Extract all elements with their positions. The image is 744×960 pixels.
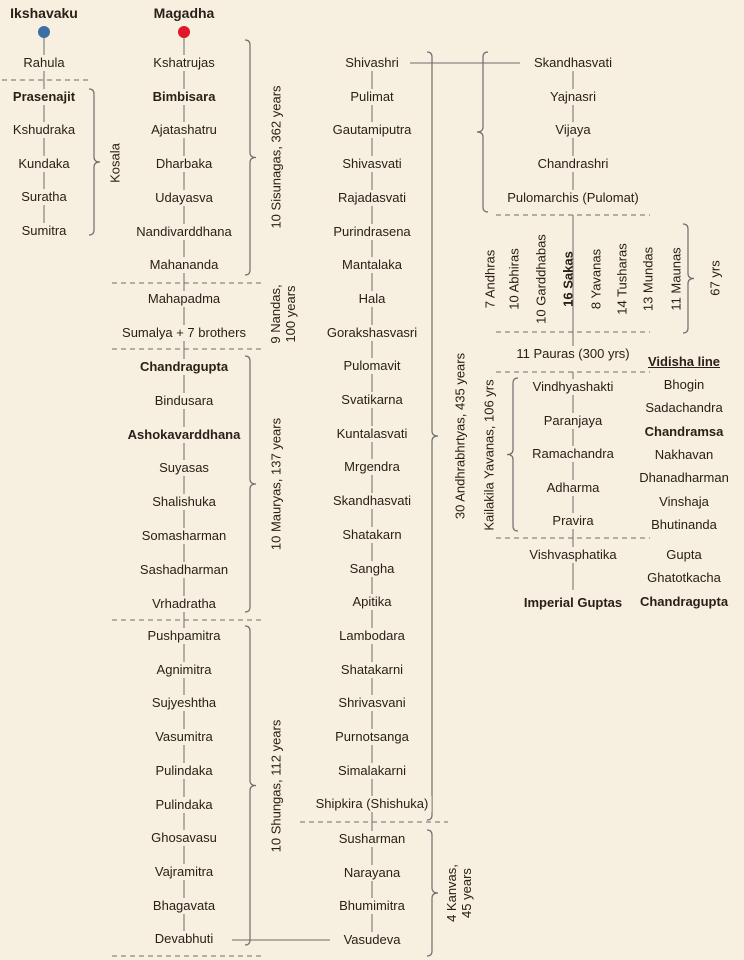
ikshavaku-name: Rahula: [20, 55, 67, 71]
sisunaga-name: Dharbaka: [153, 156, 215, 172]
maurya-name: Somasharman: [139, 528, 230, 544]
right-line-name: Yajnasri: [547, 89, 599, 105]
ikshavaku-name: Suratha: [18, 189, 70, 205]
shunga-name: Bhagavata: [150, 898, 218, 914]
shunga-name: Devabhuti: [152, 931, 217, 947]
andhra-name: Sangha: [347, 561, 398, 577]
shunga-name: Ghosavasu: [148, 830, 220, 846]
andhra-name: Rajadasvati: [335, 190, 409, 206]
yavana-name: Paranjaya: [541, 413, 606, 429]
ikshavaku-header: Ikshavaku: [7, 5, 81, 21]
right-line-name: Vijaya: [552, 122, 593, 138]
sisunaga-name: Nandivarddhana: [133, 224, 234, 240]
dynasties-years-label: 67 yrs: [707, 260, 723, 296]
andhra-name: Mrgendra: [341, 459, 403, 475]
sisunaga-name: Udayasva: [152, 190, 216, 206]
vidisha-name: Bhutinanda: [648, 517, 720, 533]
shungas-label: 10 Shungas, 112 years: [268, 719, 284, 853]
dynasties-bracket: [683, 224, 694, 333]
dynasty-label: 8 Yavanas: [588, 248, 604, 310]
gupta-name: Chandragupta: [637, 594, 731, 610]
andhra-name: Shipkira (Shishuka): [313, 796, 432, 812]
andhra-name: Shatakarni: [338, 662, 406, 678]
vidisha-name: Vinshaja: [656, 494, 712, 510]
andhras-label: 30 Andhrabhrtyas, 435 years: [452, 352, 468, 520]
kosala-bracket: [89, 89, 100, 235]
maurya-name: Chandragupta: [137, 359, 231, 375]
vishvasphatika-name: Vishvasphatika: [526, 547, 619, 563]
ikshavaku-name: Kshudraka: [10, 122, 78, 138]
yavana-name: Ramachandra: [529, 446, 617, 462]
shunga-name: Vajramitra: [152, 864, 216, 880]
kanva-name: Susharman: [336, 831, 408, 847]
vidisha-name: Chandramsa: [642, 424, 727, 440]
dynasty-label: 11 Maunas: [668, 247, 684, 311]
maurya-name: Vrhadratha: [149, 596, 219, 612]
shunga-name: Pulindaka: [152, 763, 215, 779]
imperial-guptas-label: Imperial Guptas: [521, 595, 625, 611]
andhra-name: Shatakarn: [339, 527, 404, 543]
vidisha-name: Sadachandra: [642, 400, 725, 416]
vidisha-name: Dhanadharman: [636, 470, 732, 486]
sisunagas-label: 10 Sisunagas, 362 years: [268, 85, 284, 229]
ikshavaku-name: Sumitra: [19, 223, 70, 239]
kosala-label: Kosala: [107, 143, 123, 183]
magadha-dot: [178, 26, 190, 38]
ikshavaku-dot: [38, 26, 50, 38]
shungas-bracket: [245, 626, 256, 945]
andhra-name: Mantalaka: [339, 257, 405, 273]
maurya-name: Shalishuka: [149, 494, 219, 510]
andhra-name: Gorakshasvasri: [324, 325, 420, 341]
kanva-name: Vasudeva: [341, 932, 404, 948]
nanda-name: Sumalya + 7 brothers: [119, 325, 249, 341]
gupta-name: Ghatotkacha: [644, 570, 724, 586]
sisunaga-name: Mahananda: [147, 257, 222, 273]
vidisha-name: Nakhavan: [652, 447, 717, 463]
andhra-name: Simalakarni: [335, 763, 409, 779]
dynasty-label: 10 Abhiras: [506, 248, 522, 310]
andhra-name: Shrivasvani: [335, 695, 408, 711]
sisunaga-name: Kshatrujas: [150, 55, 217, 71]
yavana-name: Pravira: [549, 513, 596, 529]
sisunagas-bracket: [245, 40, 256, 275]
andhra-name: Hala: [356, 291, 389, 307]
yavanas-bracket: [507, 378, 518, 531]
shunga-name: Pulindaka: [152, 797, 215, 813]
yavanas-label: Kailakila Yavanas, 106 yrs: [481, 379, 497, 531]
right-line-name: Skandhasvati: [531, 55, 615, 71]
maurya-name: Sashadharman: [137, 562, 231, 578]
right-line-name: Chandrashri: [535, 156, 612, 172]
kanvas-label: 4 Kanvas, 45 years: [444, 864, 474, 922]
right-line-bracket: [477, 52, 488, 212]
mauryas-bracket: [245, 356, 256, 612]
andhra-name: Shivashri: [342, 55, 401, 71]
ikshavaku-name: Kundaka: [15, 156, 72, 172]
andhra-name: Kuntalasvati: [334, 426, 411, 442]
kanvas-bracket: [427, 830, 438, 956]
andhra-name: Pulimat: [347, 89, 396, 105]
andhra-name: Skandhasvati: [330, 493, 414, 509]
andhra-name: Pulomavit: [340, 358, 403, 374]
andhra-name: Shivasvati: [339, 156, 404, 172]
shunga-name: Agnimitra: [154, 662, 215, 678]
dynasty-label: 13 Mundas: [640, 246, 656, 312]
andhra-name: Gautamiputra: [330, 122, 415, 138]
nanda-name: Mahapadma: [145, 291, 223, 307]
yavana-name: Adharma: [544, 480, 603, 496]
right-line-name: Pulomarchis (Pulomat): [504, 190, 642, 206]
yavana-name: Vindhyashakti: [530, 379, 617, 395]
shunga-name: Vasumitra: [152, 729, 216, 745]
shunga-name: Pushpamitra: [145, 628, 224, 644]
andhras-bracket: [427, 52, 438, 820]
vidisha-title: Vidisha line: [645, 354, 723, 370]
maurya-name: Bindusara: [152, 393, 217, 409]
dynasty-label: 10 Garddhabas: [533, 234, 549, 324]
andhra-name: Apitika: [349, 594, 394, 610]
dynasty-label: 14 Tusharas: [614, 243, 630, 315]
gupta-name: Gupta: [663, 547, 704, 563]
shunga-name: Sujyeshtha: [149, 695, 219, 711]
dynasty-label: 16 Sakas: [560, 251, 576, 307]
kanva-name: Narayana: [341, 865, 403, 881]
vidisha-name: Bhogin: [661, 377, 707, 393]
andhra-name: Purnotsanga: [332, 729, 412, 745]
dynasty-label: 7 Andhras: [482, 249, 498, 309]
nandas-label: 9 Nandas, 100 years: [268, 284, 298, 344]
maurya-name: Suyasas: [156, 460, 212, 476]
sisunaga-name: Bimbisara: [150, 89, 219, 105]
ikshavaku-name: Prasenajit: [10, 89, 78, 105]
andhra-name: Lambodara: [336, 628, 408, 644]
mauryas-label: 10 Mauryas, 137 years: [268, 417, 284, 551]
sisunaga-name: Ajatashatru: [148, 122, 220, 138]
maurya-name: Ashokavarddhana: [125, 427, 244, 443]
magadha-header: Magadha: [151, 5, 218, 21]
pauras-label: 11 Pauras (300 yrs): [513, 346, 632, 362]
kanva-name: Bhumimitra: [336, 898, 408, 914]
andhra-name: Svatikarna: [338, 392, 405, 408]
andhra-name: Purindrasena: [330, 224, 413, 240]
